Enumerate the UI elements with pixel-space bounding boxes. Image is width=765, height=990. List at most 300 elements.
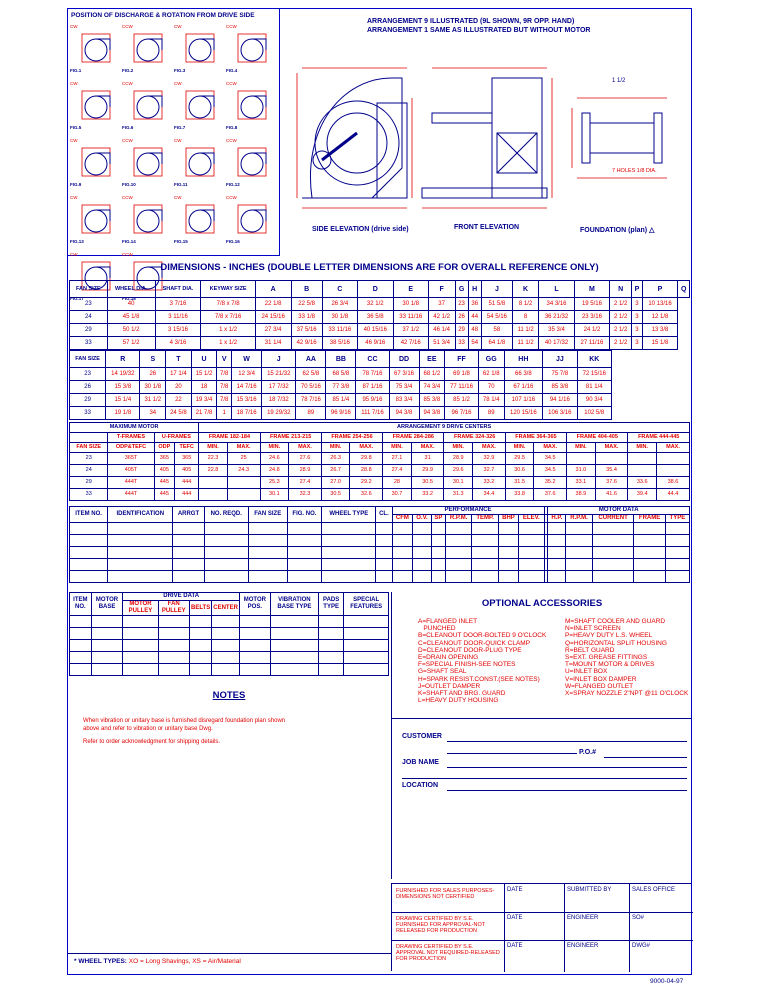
- drive-cell: [212, 652, 240, 664]
- motor-cell: [595, 453, 628, 465]
- dim1-header: J: [481, 281, 512, 298]
- motor-cell: 24: [70, 465, 108, 477]
- fig-label: FIG.15: [174, 239, 188, 244]
- dim1-cell: 2 1/2: [610, 298, 632, 311]
- dim1-cell: 57 1/2: [107, 337, 155, 350]
- rotation-figure: [174, 195, 224, 250]
- dim1-cell: 36 5/8: [357, 311, 393, 324]
- dim1-cell: 29: [70, 324, 108, 337]
- rotation-figure: [122, 81, 172, 136]
- dim2-cell: 95 9/16: [356, 394, 389, 407]
- motor-col-header: MAX.: [227, 443, 260, 453]
- motor-cell: 24.6: [260, 453, 289, 465]
- accessory-item: W=FLANGED OUTLET: [565, 682, 634, 690]
- order-header: NO. REQD.: [204, 507, 248, 523]
- motor-cell: 30.5: [321, 489, 350, 501]
- frame-header: FRAME 213-215: [260, 433, 321, 443]
- drive-header: SPECIAL FEATURES: [344, 593, 389, 616]
- dim2-cell: 15 1/2: [191, 368, 217, 381]
- engineer-1: ENGINEER: [567, 915, 599, 921]
- dim1-cell: 34 3/16: [539, 298, 575, 311]
- dim1-header: WHEEL DIA.: [107, 281, 155, 298]
- dim2-cell: 90 3/4: [577, 394, 612, 407]
- rotation-figure: [70, 24, 120, 79]
- rotation-code: CW: [70, 24, 78, 29]
- motor-cell: 30.1: [444, 477, 473, 489]
- dim2-header: HH: [504, 351, 543, 368]
- drive-cell: [70, 652, 92, 664]
- drive-cell: [239, 640, 270, 652]
- motor-cell: 33.1: [567, 477, 596, 489]
- dim2-cell: 34: [140, 407, 166, 420]
- order-cell: [472, 571, 498, 583]
- fig-label: FIG.3: [174, 68, 186, 73]
- fig-label: FIG.9: [70, 182, 82, 187]
- notes-title: NOTES: [212, 690, 246, 701]
- order-cell: [287, 523, 322, 535]
- dim2-cell: 62 1/8: [478, 368, 504, 381]
- fan-rotation-icon: [70, 138, 120, 184]
- drive-cell: [190, 664, 212, 676]
- dim1-cell: 24 15/16: [255, 311, 291, 324]
- table-row: [70, 628, 389, 640]
- order-cell: [376, 523, 392, 535]
- notes-panel: [69, 690, 389, 940]
- arrangement-note-1: ARRANGEMENT 9 ILLUSTRATED (9L SHOWN, 9R OPP. HAND): [367, 18, 575, 25]
- order-cell: [322, 547, 376, 559]
- table-row: [70, 652, 389, 664]
- dim1-cell: 3: [632, 337, 642, 350]
- perf-col: ELEV.: [519, 515, 544, 523]
- accessory-item: X=SPRAY NOZZLE 2"NPT @11 O'CLOCK: [565, 690, 689, 698]
- order-cell: [445, 547, 471, 559]
- order-cell: [204, 547, 248, 559]
- motor-cell: 29: [70, 477, 108, 489]
- motor-cell: [227, 489, 260, 501]
- dim1-cell: 50 1/2: [107, 324, 155, 337]
- drive-cell: [91, 652, 123, 664]
- drive-cell: [318, 652, 343, 664]
- dim2-cell: 70: [478, 381, 504, 394]
- table-row: [70, 407, 612, 420]
- rotation-code: CCW: [122, 24, 133, 29]
- dim1-header: M: [574, 281, 609, 298]
- order-cell: [376, 571, 392, 583]
- motor-cell: 26.3: [321, 453, 350, 465]
- order-header: ARRGT: [173, 507, 204, 523]
- dim2-cell: 75 3/4: [389, 381, 419, 394]
- dim2-cell: 75 7/8: [543, 368, 577, 381]
- motor-col-header: MIN.: [567, 443, 596, 453]
- accessory-item: D=CLEANOUT DOOR-PLUG TYPE: [418, 646, 522, 654]
- motor-col-header: MIN.: [199, 443, 228, 453]
- fig-label: FIG.1: [70, 68, 82, 73]
- accessory-item: L=HEAVY DUTY HOUSING: [418, 697, 499, 705]
- fan-rotation-icon: [70, 24, 120, 70]
- date-2: DATE: [507, 915, 523, 921]
- drive-cell: [318, 616, 343, 628]
- motor-col-header: MAX.: [656, 443, 689, 453]
- order-cell: [445, 559, 471, 571]
- dim1-cell: 51 5/8: [481, 298, 512, 311]
- dim2-header: U: [191, 351, 217, 368]
- drive-cell: [270, 664, 318, 676]
- drive-cell: [70, 640, 92, 652]
- dim1-cell: 15 1/8: [642, 337, 678, 350]
- fan-rotation-icon: [226, 195, 276, 241]
- dim1-header: K: [513, 281, 539, 298]
- rotation-figure: [122, 195, 172, 250]
- accessory-item: U=INLET BOX: [565, 668, 608, 676]
- dim1-cell: 23: [455, 298, 468, 311]
- dim2-cell: 30 1/8: [140, 381, 166, 394]
- customer-label: CUSTOMER: [402, 733, 442, 740]
- motor-col-header: MIN.: [505, 443, 534, 453]
- dim2-cell: 85 3/8: [419, 394, 445, 407]
- drive-cell: [158, 628, 190, 640]
- motor-cell: 30.5: [411, 477, 444, 489]
- order-cell: [204, 535, 248, 547]
- dim1-cell: 37 5/16: [291, 324, 322, 337]
- table-row: [70, 616, 389, 628]
- motor-cell: 30.7: [383, 489, 412, 501]
- dim1-cell: 37 1/2: [393, 324, 428, 337]
- order-cell: [392, 559, 413, 571]
- dim2-cell: 24 5/8: [166, 407, 192, 420]
- rotation-code: CCW: [122, 138, 133, 143]
- motor-cell: 33.8: [505, 489, 534, 501]
- rotation-code: CCW: [226, 195, 237, 200]
- table-row: [70, 368, 612, 381]
- order-cell: [108, 571, 173, 583]
- dim2-cell: 14 7/16: [232, 381, 262, 394]
- dim2-cell: 81 1/4: [577, 381, 612, 394]
- table-row: [70, 337, 690, 350]
- dim2-cell: 120 15/16: [504, 407, 543, 420]
- motor-cell: 35.2: [534, 477, 567, 489]
- table-row: [70, 571, 690, 583]
- dim2-cell: 18 7/16: [232, 407, 262, 420]
- table-row: [70, 298, 690, 311]
- dim2-cell: 78 7/16: [296, 394, 326, 407]
- dim2-header: T: [166, 351, 192, 368]
- drive-cell: [158, 664, 190, 676]
- dim1-header: Q: [678, 281, 690, 298]
- table-row: [70, 381, 612, 394]
- dim2-cell: 67 3/16: [389, 368, 419, 381]
- dim1-cell: 46 9/16: [357, 337, 393, 350]
- order-cell: [431, 559, 445, 571]
- drive-cell: [270, 628, 318, 640]
- order-cell: [108, 559, 173, 571]
- accessory-item: E=DRAIN OPENING: [418, 654, 479, 662]
- motor-cell: 31.3: [444, 489, 473, 501]
- rotation-code: CW: [70, 195, 78, 200]
- dim2-cell: 17 1/4: [166, 368, 192, 381]
- motor-cell: 444: [175, 489, 199, 501]
- dim1-cell: 8: [513, 311, 539, 324]
- dim1-cell: 8 1/2: [513, 298, 539, 311]
- dim2-cell: 85 1/4: [326, 394, 356, 407]
- order-cell: [519, 571, 544, 583]
- motor-cell: 24.8: [260, 465, 289, 477]
- accessory-item: T=MOUNT MOTOR & DRIVES: [565, 661, 655, 669]
- motor-cell: 31.5: [505, 477, 534, 489]
- dim2-header: V: [217, 351, 232, 368]
- motor-cell: 365: [154, 453, 175, 465]
- order-cell: [592, 559, 634, 571]
- dim2-cell: 94 3/8: [419, 407, 445, 420]
- order-cell: [665, 523, 689, 535]
- dim2-cell: 22: [166, 394, 192, 407]
- fan-rotation-icon: [174, 195, 224, 241]
- rotation-figure: [70, 195, 120, 250]
- drive-cell: [190, 628, 212, 640]
- order-cell: [173, 559, 204, 571]
- dim1-cell: 3 15/16: [155, 324, 201, 337]
- drive-cell: [123, 664, 158, 676]
- order-cell: [566, 523, 592, 535]
- rotation-figure: [122, 138, 172, 193]
- dim1-header: H: [468, 281, 481, 298]
- motor-cell: 27.4: [289, 477, 322, 489]
- fan-rotation-icon: [70, 195, 120, 241]
- dim1-cell: 26 3/4: [322, 298, 357, 311]
- dim1-cell: 22 1/8: [255, 298, 291, 311]
- dim2-cell: 74 3/4: [419, 381, 445, 394]
- order-cell: [498, 535, 518, 547]
- order-header: ITEM NO.: [70, 507, 108, 523]
- drive-cell: [190, 640, 212, 652]
- motor-col-header: MIN.: [260, 443, 289, 453]
- dim1-header: D: [357, 281, 393, 298]
- drive-data-header: DRIVE DATA: [123, 593, 240, 601]
- order-cell: [665, 571, 689, 583]
- wheel-types-note: * WHEEL TYPES: XO = Long Shavings, XS = Air/Material: [74, 958, 241, 965]
- dim1-header: G: [455, 281, 468, 298]
- table-row: [70, 489, 690, 501]
- dim1-cell: 51 3/4: [428, 337, 455, 350]
- dim1-cell: 3: [632, 311, 642, 324]
- dim2-cell: 19 29/32: [262, 407, 296, 420]
- drive-sub: BELTS: [190, 601, 212, 616]
- dim2-header: DD: [389, 351, 419, 368]
- dim1-cell: 3: [632, 298, 642, 311]
- motor-col-header: MAX.: [289, 443, 322, 453]
- arrangement-note-2: ARRANGEMENT 1 SAME AS ILLUSTRATED BUT WITHOUT MOTOR: [367, 27, 591, 34]
- dim2-cell: 96 7/16: [445, 407, 479, 420]
- accessories-panel: [391, 592, 692, 719]
- dim1-cell: 19 5/16: [574, 298, 609, 311]
- dim2-cell: 89: [478, 407, 504, 420]
- rotation-code: CCW: [226, 24, 237, 29]
- drive-header: PADS TYPE: [318, 593, 343, 616]
- order-cell: [566, 547, 592, 559]
- motor-cell: 28.9: [289, 465, 322, 477]
- drive-sub: MOTOR PULLEY: [123, 601, 158, 616]
- rotation-code: CCW: [122, 195, 133, 200]
- order-cell: [287, 535, 322, 547]
- sales-office: SALES OFFICE: [632, 887, 676, 893]
- dim1-header: L: [539, 281, 575, 298]
- dim2-cell: 96 9/16: [326, 407, 356, 420]
- dim2-cell: 85 1/2: [445, 394, 479, 407]
- drive-header: MOTOR BASE: [91, 593, 123, 616]
- dim1-cell: 26: [455, 311, 468, 324]
- dwg-number: DWG#: [632, 943, 650, 949]
- motor-cell: 38.6: [656, 477, 689, 489]
- drive-cell: [158, 616, 190, 628]
- dim2-cell: 12 3/4: [232, 368, 262, 381]
- drive-cell: [344, 640, 389, 652]
- rotation-code: CW: [174, 138, 182, 143]
- drive-cell: [344, 664, 389, 676]
- drive-cell: [91, 616, 123, 628]
- dim1-cell: 32 1/2: [357, 298, 393, 311]
- frame-header: FRAME 284-286: [383, 433, 444, 443]
- dim1-cell: 35 3/4: [539, 324, 575, 337]
- order-cell: [566, 535, 592, 547]
- frame-header: FRAME 404-405: [567, 433, 628, 443]
- drive-cell: [318, 664, 343, 676]
- accessory-item: B=CLEANOUT DOOR-BOLTED 9 O'CLOCK: [418, 632, 547, 640]
- dim1-header: E: [393, 281, 428, 298]
- motor-cell: 445: [154, 489, 175, 501]
- order-cell: [498, 571, 518, 583]
- dim2-cell: 68 1/2: [419, 368, 445, 381]
- motor-cell: 405T: [108, 465, 154, 477]
- motor-cell: 444T: [108, 477, 154, 489]
- order-cell: [287, 559, 322, 571]
- drive-cell: [318, 628, 343, 640]
- table-row: [70, 477, 690, 489]
- dim1-cell: 13 3/8: [642, 324, 678, 337]
- fig-label: FIG.12: [226, 182, 240, 187]
- dim2-cell: 14 19/32: [106, 368, 140, 381]
- dim2-header: S: [140, 351, 166, 368]
- dim1-header: N: [610, 281, 632, 298]
- accessory-item: J=OUTLET DAMPER: [418, 682, 481, 690]
- dim2-cell: 111 7/16: [356, 407, 389, 420]
- dimensions-title: DIMENSIONS - INCHES (DOUBLE LETTER DIMENSIONS ARE FOR OVERALL REFERENCE ONLY): [160, 262, 599, 273]
- order-cell: [566, 571, 592, 583]
- drive-cell: [270, 652, 318, 664]
- accessory-item: A=FLANGED INLET: [418, 618, 478, 625]
- fig-label: FIG.2: [122, 68, 134, 73]
- sales-purposes-text: FURNISHED FOR SALES PURPOSES-DIMENSIONS NOT CERTIFIED: [396, 888, 495, 900]
- dim1-cell: 40 15/16: [357, 324, 393, 337]
- fig-label: FIG.14: [122, 239, 136, 244]
- rotation-figure: [226, 81, 276, 136]
- dim1-cell: 42 1/2: [428, 311, 455, 324]
- order-cell: [70, 523, 108, 535]
- order-cell: [665, 535, 689, 547]
- dim1-cell: 46 1/4: [428, 324, 455, 337]
- motor-cell: 365: [175, 453, 199, 465]
- dim1-cell: 2 1/2: [610, 311, 632, 324]
- dim1-cell: 44: [468, 311, 481, 324]
- dim1-header: P: [642, 281, 678, 298]
- dim2-cell: 62 5/8: [296, 368, 326, 381]
- rotation-figure: [226, 24, 276, 79]
- dim2-cell: 85 3/8: [543, 381, 577, 394]
- order-cell: [173, 535, 204, 547]
- accessory-item: K=SHAFT AND BRG. GUARD: [418, 690, 506, 698]
- dim2-cell: 94 1/16: [543, 394, 577, 407]
- side-elevation-label: SIDE ELEVATION (drive side): [312, 226, 409, 233]
- drive-cell: [318, 640, 343, 652]
- motor-cell: 33.2: [411, 489, 444, 501]
- accessory-item: PUNCHED: [418, 625, 456, 633]
- order-header: FIG. NO.: [287, 507, 322, 523]
- fig-label: FIG.11: [174, 182, 188, 187]
- blank-header: [70, 433, 108, 443]
- note-2: Refer to order acknowledgment for shipping details.: [83, 739, 221, 745]
- accessory-item: N=INLET SCREEN: [565, 625, 621, 633]
- order-cell: [472, 523, 498, 535]
- frame-header: FRAME 324-326: [444, 433, 505, 443]
- motor-cell: 29.6: [444, 465, 473, 477]
- dim1-header: FAN SIZE: [70, 281, 108, 298]
- note-1: When vibration or unitary base is furnished disregard foundation plan shown above and refer to vibration or unitary base Dwg.: [83, 718, 286, 732]
- order-cell: [665, 547, 689, 559]
- drive-sub: CENTER: [212, 601, 240, 616]
- dim1-header: C: [322, 281, 357, 298]
- dim1-cell: 33 11/16: [322, 324, 357, 337]
- order-cell: [173, 571, 204, 583]
- order-header: CL.: [376, 507, 392, 523]
- fan-rotation-icon: [174, 81, 224, 127]
- frame-header: FRAME 182-184: [199, 433, 260, 443]
- dim1-cell: 64 1/8: [481, 337, 512, 350]
- motor-cell: 30.6: [505, 465, 534, 477]
- fig-label: FIG.5: [70, 125, 82, 130]
- max-motor-header: MAXIMUM MOTOR: [70, 423, 199, 433]
- motor-cell: 445: [154, 477, 175, 489]
- holes-note: 7 HOLES 1/8 DIA.: [612, 168, 657, 174]
- drive-cell: [212, 640, 240, 652]
- triangle-icon: △: [649, 227, 655, 234]
- accessory-item: H=SPARK RESIST.CONST.(SEE NOTES): [418, 675, 540, 683]
- table-row: [70, 559, 690, 571]
- dim1-cell: 40: [107, 298, 155, 311]
- order-cell: [634, 535, 665, 547]
- drive-sub: FAN PULLEY: [158, 601, 190, 616]
- fig-label: FIG.8: [226, 125, 238, 130]
- submitted-by: SUBMITTED BY: [567, 887, 612, 893]
- rotation-figure: [122, 24, 172, 79]
- dim1-cell: 1 x 1/2: [201, 337, 255, 350]
- date-1: DATE: [507, 887, 523, 893]
- fig-label: FIG.13: [70, 239, 84, 244]
- dim1-cell: 3 7/16: [155, 298, 201, 311]
- motor-cell: [199, 477, 228, 489]
- motor-cell: 22.3: [199, 453, 228, 465]
- order-cell: [248, 547, 287, 559]
- motor-cell: 37.6: [595, 477, 628, 489]
- customer-panel: [391, 719, 692, 879]
- order-cell: [472, 559, 498, 571]
- po-label: P.O.#: [579, 749, 596, 756]
- order-cell: [322, 559, 376, 571]
- rotation-figure: [174, 138, 224, 193]
- motor-cell: 25: [227, 453, 260, 465]
- table-row: [70, 547, 690, 559]
- dim2-cell: 7/8: [217, 394, 232, 407]
- drive-cell: [123, 640, 158, 652]
- order-cell: [413, 547, 432, 559]
- dim1-cell: 2 1/2: [610, 324, 632, 337]
